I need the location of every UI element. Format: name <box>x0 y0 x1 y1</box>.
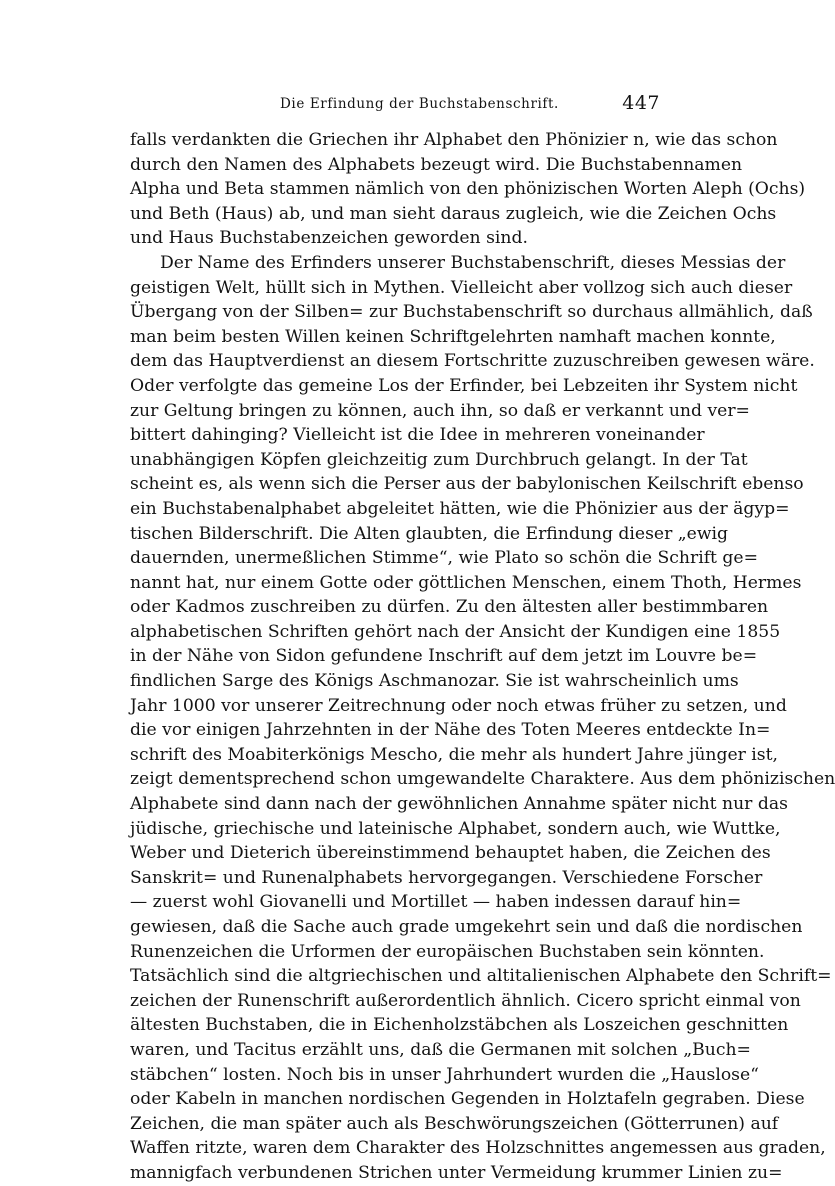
paragraph-start-line: Der Name des Erfinders unserer Buchstabenschrift, dieses Messias der <box>160 252 786 273</box>
text-line: ältesten Buchstaben, die in Eichenholzstäbchen als Loszeichen geschnitten <box>130 1015 789 1036</box>
text-line: mannigfach verbundenen Strichen unter Vermeidung krummer Linien zu= <box>130 1162 783 1183</box>
running-head <box>130 92 660 118</box>
text-line: schrift des Moabiterkönigs Mescho, die mehr als hundert Jahre jünger ist, <box>130 744 778 765</box>
text-line: bittert dahinging? Vielleicht ist die Idee in mehreren voneinander <box>130 425 705 446</box>
text-line: jüdische, griechische und lateinische Alphabet, sondern auch, wie Wuttke, <box>130 818 781 839</box>
text-line: zur Geltung bringen zu können, auch ihn, so daß er verkannt und ver= <box>130 400 750 421</box>
text-line: oder Kadmos zuschreiben zu dürfen. Zu den ältesten aller bestimmbaren <box>130 597 769 618</box>
text-body <box>130 128 835 1186</box>
text-line: durch den Namen des Alphabets bezeugt wird. Die Buchstabennamen <box>130 154 743 175</box>
text-line: zeigt dementsprechend schon umgewandelte Charaktere. Aus dem phönizischen <box>130 769 835 790</box>
text-line: waren, und Tacitus erzählt uns, daß die Germanen mit solchen „Buch= <box>130 1039 751 1060</box>
text-line: nannt hat, nur einem Gotte oder göttlichen Menschen, einem Thoth, Hermes <box>130 572 802 593</box>
text-line: Runenzeichen die Urformen der europäischen Buchstaben sein könnten. <box>130 941 765 962</box>
text-line: falls verdankten die Griechen ihr Alphabet den Phönizier n, wie das schon <box>130 130 778 150</box>
text-line: Sanskrit= und Runenalphabets hervorgegangen. Verschiedene Forscher <box>130 867 763 888</box>
text-line: Übergang von der Silben= zur Buchstabenschrift so durchaus allmählich, daß <box>130 302 813 323</box>
text-line: unabhängigen Köpfen gleichzeitig zum Durchbruch gelangt. In der Tat <box>130 449 748 470</box>
text-line: Jahr 1000 vor unserer Zeitrechnung oder noch etwas früher zu setzen, und <box>130 695 787 716</box>
text-line: geistigen Welt, hüllt sich in Mythen. Vielleicht aber vollzog sich auch dieser <box>130 277 793 298</box>
text-line: findlichen Sarge des Königs Aschmanozar. Sie ist wahrscheinlich ums <box>130 671 739 692</box>
text-line: und Haus Buchstabenzeichen geworden sind. <box>130 228 528 249</box>
text-line: tischen Bilderschrift. Die Alten glaubten, die Erfindung dieser „ewig <box>130 523 729 544</box>
text-line: in der Nähe von Sidon gefundene Inschrift auf dem jetzt im Louvre be= <box>130 646 758 667</box>
page-number: 447 <box>622 92 660 114</box>
text-line: die vor einigen Jahrzehnten in der Nähe des Toten Meeres entdeckte In= <box>130 720 771 741</box>
text-line: zeichen der Runenschrift außerordentlich ähnlich. Cicero spricht einmal von <box>130 990 801 1011</box>
text-line: stäbchen“ losten. Noch bis in unser Jahrhundert wurden die „Hauslose“ <box>130 1064 759 1085</box>
text-line: dauernden, unermeßlichen Stimme“, wie Plato so schön die Schrift ge= <box>130 548 758 569</box>
text-line: Alphabete sind dann nach der gewöhnlichen Annahme später nicht nur das <box>130 794 788 815</box>
text-line: dem das Hauptverdienst an diesem Fortschritte zuzuschreiben gewesen wäre. <box>130 351 815 372</box>
text-line: Oder verfolgte das gemeine Los der Erfinder, bei Lebzeiten ihr System nicht <box>130 375 798 396</box>
text-line: oder Kabeln in manchen nordischen Gegenden in Holztafeln gegraben. Diese <box>130 1089 805 1110</box>
text-line: — zuerst wohl Giovanelli und Mortillet — haben indessen darauf hin= <box>130 892 742 913</box>
running-title: Die Erfindung der Buchstabenschrift. <box>280 96 559 112</box>
text-line: Tatsächlich sind die altgriechischen und altitalienischen Alphabete den Schrift= <box>130 966 832 987</box>
text-line: man beim besten Willen keinen Schriftgelehrten namhaft machen konnte, <box>130 326 776 347</box>
text-line: Waffen ritzte, waren dem Charakter des Holzschnittes angemessen aus graden, <box>130 1138 826 1159</box>
text-line: ein Buchstabenalphabet abgeleitet hätten, wie die Phönizier aus der ägyp= <box>130 498 790 519</box>
text-line: Zeichen, die man später auch als Beschwörungszeichen (Götterrunen) auf <box>130 1113 779 1134</box>
text-line: Alpha und Beta stammen nämlich von den phönizischen Worten Aleph (Ochs) <box>130 179 806 200</box>
text-line: scheint es, als wenn sich die Perser aus der babylonischen Keilschrift ebenso <box>130 474 804 495</box>
text-line: alphabetischen Schriften gehört nach der Ansicht der Kundigen eine 1855 <box>130 621 781 642</box>
text-line: Weber und Dieterich übereinstimmend behauptet haben, die Zeichen des <box>130 843 771 864</box>
text-line: gewiesen, daß die Sache auch grade umgekehrt sein und daß die nordischen <box>130 917 803 937</box>
text-line: und Beth (Haus) ab, und man sieht daraus zugleich, wie die Zeichen Ochs <box>130 203 777 224</box>
